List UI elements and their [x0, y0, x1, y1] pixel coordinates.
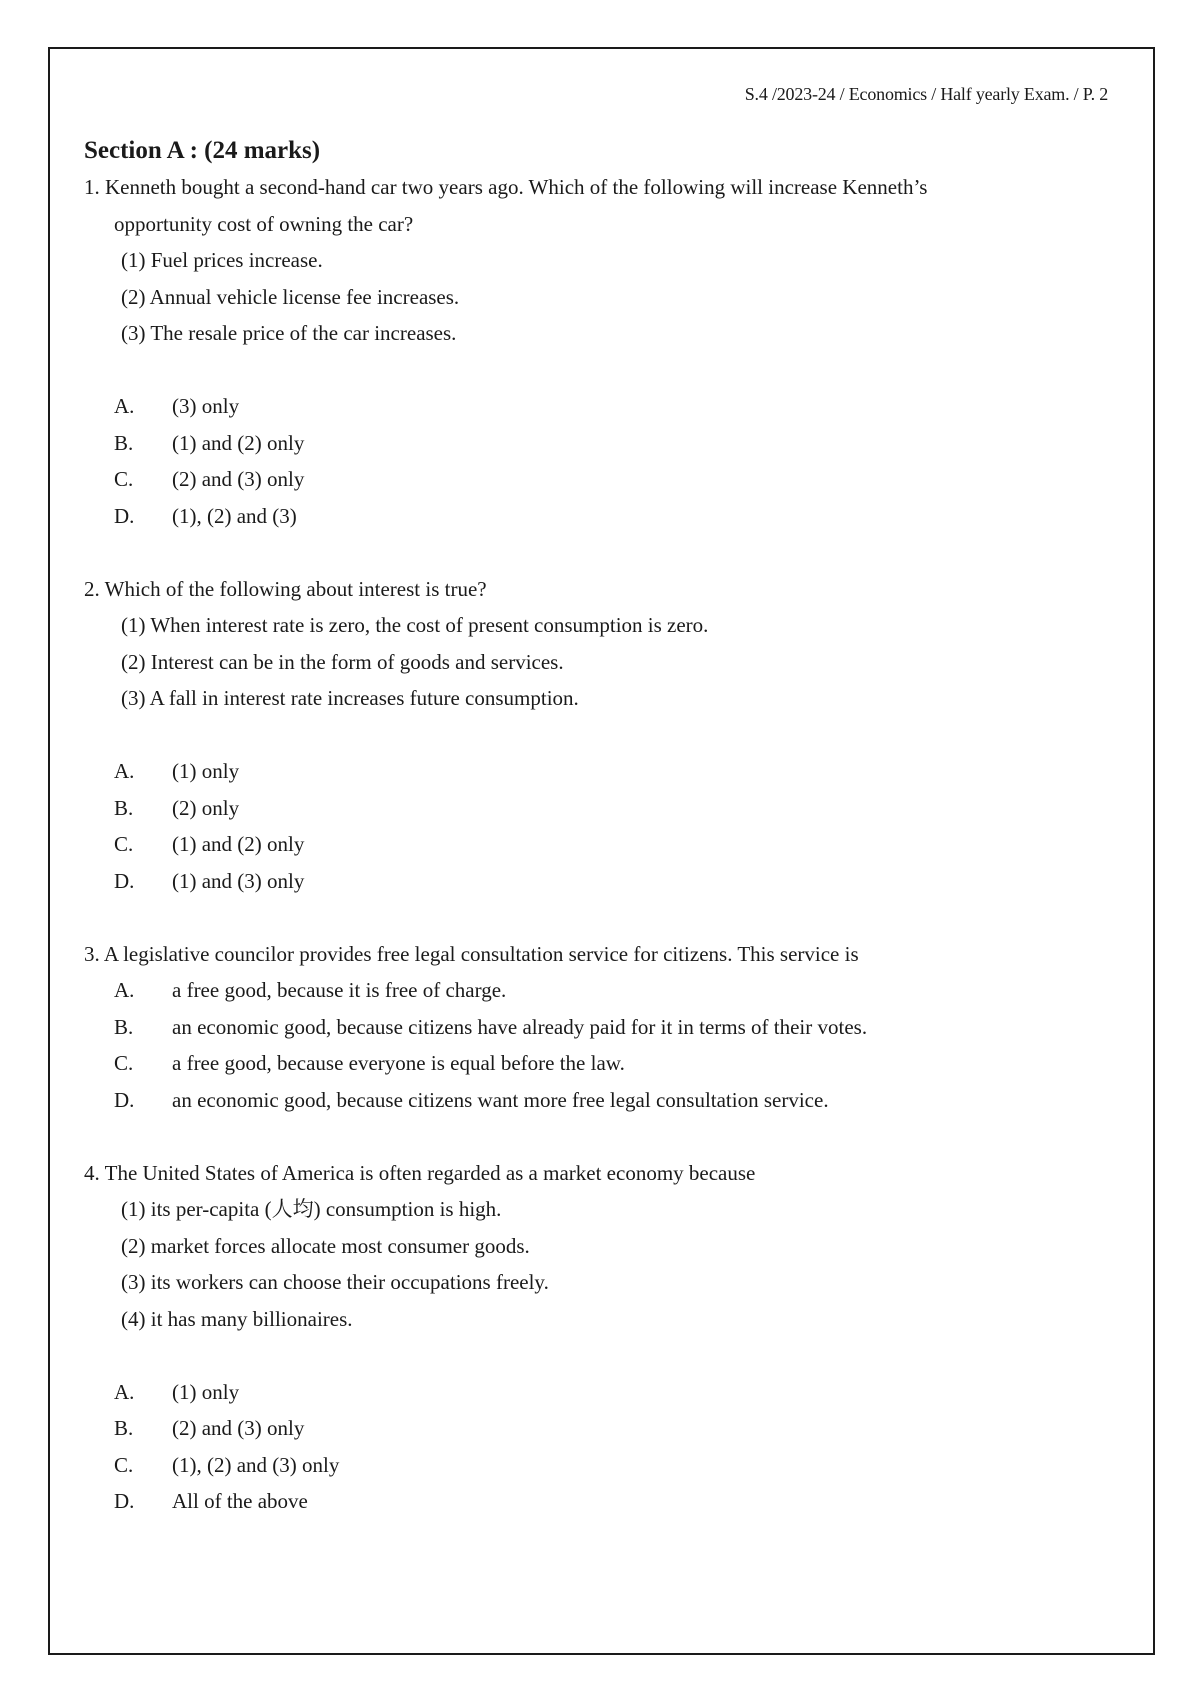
- question-1-statement-1: (1) Fuel prices increase.: [121, 248, 323, 272]
- question-2: [84, 571, 1124, 900]
- option-text: (1) only: [172, 1379, 240, 1404]
- question-3-stem: 3. A legislative councilor provides free legal consultation service for citizens. This service is: [84, 941, 859, 966]
- option-text: (2) and (3) only: [172, 1416, 305, 1440]
- section-title: Section A : (24 marks): [84, 137, 321, 164]
- question-4-statement-3: (3) its workers can choose their occupations freely.: [121, 1270, 549, 1294]
- question-4-statement-4: (4) it has many billionaires.: [121, 1306, 353, 1331]
- option-letter: D.: [114, 503, 135, 528]
- page-header: S.4 /2023-24 / Economics / Half yearly Exam. / P. 2: [744, 84, 1108, 104]
- question-4-statement-2: (2) market forces allocate most consumer goods.: [121, 1233, 530, 1258]
- question-4-option-d: [84, 1483, 1124, 1520]
- option-letter: A.: [114, 1379, 135, 1404]
- option-letter: D.: [114, 868, 135, 893]
- question-1-option-a: [84, 388, 1124, 425]
- question-2-option-a: [84, 753, 1124, 790]
- option-text: a free good, because it is free of charge.: [172, 978, 507, 1002]
- question-1-option-d: [84, 498, 1124, 535]
- option-letter: A.: [114, 759, 135, 783]
- question-1-statement-2: (2) Annual vehicle license fee increases.: [121, 284, 460, 309]
- question-2-statement-1: (1) When interest rate is zero, the cost of present consumption is zero.: [121, 613, 709, 637]
- question-1-stem: 1. Kenneth bought a second-hand car two years ago. Which of the following will increase Kenneth’s: [84, 175, 928, 199]
- option-text: (1) and (2) only: [172, 430, 305, 455]
- option-letter: C.: [114, 832, 134, 856]
- option-text: (1) and (3) only: [172, 868, 305, 893]
- question-2-option-b: [84, 790, 1124, 827]
- option-text: (1), (2) and (3): [172, 503, 297, 528]
- option-text: (1) and (2) only: [172, 832, 305, 856]
- option-letter: D.: [114, 1087, 135, 1112]
- option-text: an economic good, because citizens have already paid for it in terms of their votes.: [172, 1014, 868, 1039]
- option-letter: C.: [114, 1051, 134, 1075]
- option-letter: A.: [114, 394, 135, 418]
- option-text: (1), (2) and (3) only: [172, 1452, 340, 1477]
- question-4-option-c: [84, 1447, 1124, 1484]
- question-3-option-a: [84, 972, 1124, 1009]
- option-text: a free good, because everyone is equal before the law.: [172, 1051, 625, 1075]
- question-2-statement-2: (2) Interest can be in the form of goods and services.: [121, 649, 564, 674]
- question-2-option-d: [84, 863, 1124, 900]
- question-2-stem: 2. Which of the following about interest is true?: [84, 576, 487, 601]
- option-letter: D.: [114, 1489, 135, 1513]
- option-text: All of the above: [172, 1489, 308, 1513]
- option-text: (2) only: [172, 795, 240, 820]
- option-letter: C.: [114, 467, 134, 491]
- option-letter: A.: [114, 978, 135, 1002]
- option-text: (2) and (3) only: [172, 467, 305, 491]
- option-text: an economic good, because citizens want more free legal consultation service.: [172, 1087, 829, 1112]
- option-letter: C.: [114, 1452, 134, 1477]
- option-letter: B.: [114, 430, 134, 455]
- question-1-stem-continued: opportunity cost of owning the car?: [114, 211, 414, 236]
- option-text: (3) only: [172, 394, 240, 418]
- option-letter: B.: [114, 795, 134, 820]
- option-letter: B.: [114, 1014, 134, 1039]
- question-4: [84, 1155, 1124, 1520]
- question-1: [84, 169, 1124, 534]
- question-4-stem: 4. The United States of America is often regarded as a market economy because: [84, 1160, 756, 1185]
- question-1-option-b: [84, 425, 1124, 462]
- question-3: [84, 936, 1124, 1119]
- exam-content: [84, 133, 1124, 1520]
- option-text: (1) only: [172, 759, 240, 783]
- question-1-option-c: [84, 461, 1124, 498]
- question-4-option-a: [84, 1374, 1124, 1411]
- question-2-option-c: [84, 826, 1124, 863]
- question-1-statement-3: (3) The resale price of the car increases.: [121, 321, 457, 345]
- question-3-option-b: [84, 1009, 1124, 1046]
- option-letter: B.: [114, 1416, 134, 1440]
- question-2-statement-3: (3) A fall in interest rate increases future consumption.: [121, 686, 579, 710]
- question-3-option-c: [84, 1045, 1124, 1082]
- question-4-statement-1: (1) its per-capita (人均) consumption is high.: [121, 1197, 502, 1221]
- question-4-option-b: [84, 1410, 1124, 1447]
- question-3-option-d: [84, 1082, 1124, 1119]
